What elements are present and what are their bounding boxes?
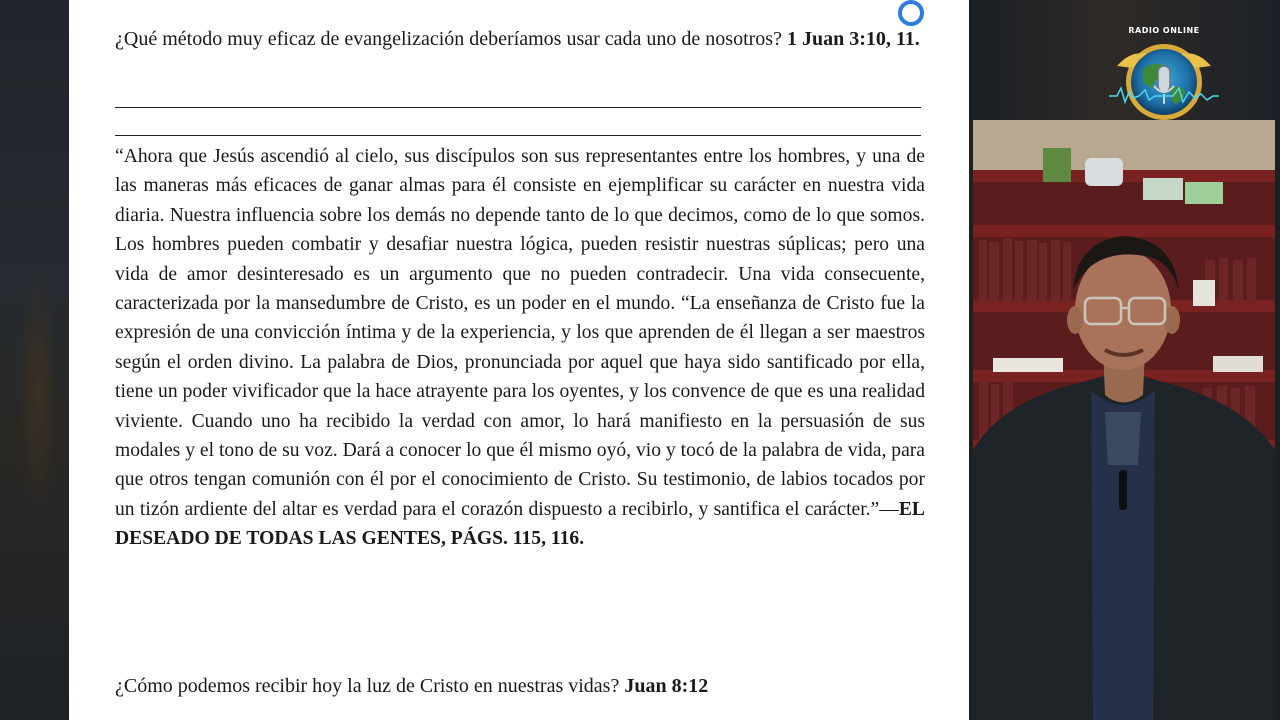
question-1-text: ¿Qué método muy eficaz de evangelización deberíamos usar cada uno de nosotros? (115, 28, 787, 50)
cursor-ring-icon (898, 0, 924, 26)
logo-text: RADIO ONLINE (1128, 26, 1200, 35)
logo-area (969, 0, 1280, 120)
question-1-reference: 1 Juan 3:10, 11. (786, 28, 920, 50)
question-1 (115, 25, 925, 54)
radio-logo (1109, 26, 1219, 122)
question-2-text: ¿Cómo podemos recibir hoy la luz de Cristo en nuestras vidas? (115, 675, 625, 697)
presenter-video-feed (973, 120, 1275, 720)
quote-source: EL DESEADO DE TODAS LAS GENTES, PÁGS. 115, 116. (115, 498, 925, 550)
right-edge (1275, 120, 1280, 720)
quote-body: “Ahora que Jesús ascendió al cielo, sus discípulos son sus representantes entre los hombres, y una de las maneras más eficaces de ganar almas para él consiste en ejemplificar su carácter en nuestra vida diaria. Nuestra influencia sobre los demás no depende tanto de lo que decimos, como de lo que somos. Los hombres pueden combatir y desafiar nuestra lógica, pueden resistir nuestras súplicas; pero una vida de amor desinteresado es un argumento que no pueden contradecir. Una vida consecuente, caracterizada por la mansedumbre de Cristo, es un poder en el mundo. “La enseñanza de Cristo fue la expresión de una convicción íntima y de la experiencia, y los que aprenden de él llegan a ser maestros según el orden divino. La palabra de Dios, pronunciada por aquel que haya sido santificado por ella, tiene un poder vivificador que la hace atrayente para los oyentes, y los convence de que es una realidad viviente. Cuando uno ha recibido la verdad con amor, lo hará manifiesto en la persuasión de sus modales y el tono de su voz. Dará a conocer lo que él mismo oyó, vio y tocó de la palabra de vida, para que otros tengan comunión con él por el conocimiento de Cristo. Su testimonio, de labios tocados por un tizón ardiente del altar es verdad para el corazón dispuesto a recibirlo, y santifica el carácter.”— (115, 146, 925, 520)
question-2 (115, 672, 925, 701)
answer-line (115, 135, 921, 136)
webcam-feed (973, 120, 1275, 720)
question-2-reference: Juan 8:12 (624, 675, 709, 697)
document-page (69, 0, 969, 720)
quote-paragraph (115, 142, 925, 554)
microphone-globe-icon (1109, 30, 1219, 122)
blurred-backdrop (0, 0, 70, 720)
answer-line (115, 107, 921, 108)
